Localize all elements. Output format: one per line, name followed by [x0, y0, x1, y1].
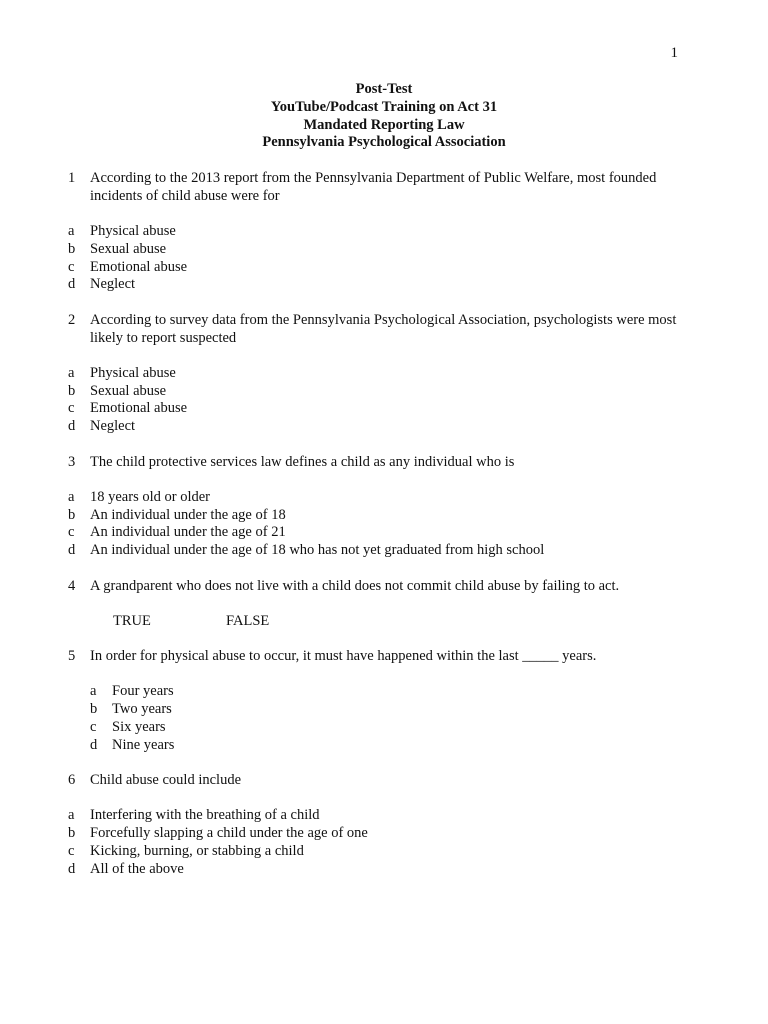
- option-letter: c: [90, 719, 97, 736]
- option-item: [68, 737, 678, 755]
- option-item: [68, 276, 678, 294]
- question-text: According to survey data from the Pennsylvania Psychological Association, psychologists were most likely to report suspected: [90, 311, 677, 346]
- option-item: [68, 683, 678, 701]
- option-letter: b: [68, 382, 76, 399]
- true-false-choices: [68, 613, 678, 631]
- option-text: Sexual abuse: [90, 240, 167, 257]
- option-text: 18 years old or older: [90, 488, 210, 505]
- option-item: [68, 719, 678, 737]
- option-letter: d: [68, 276, 76, 293]
- option-text: Forcefully slapping a child under the age of one: [90, 825, 368, 842]
- option-text: Nine years: [112, 736, 175, 753]
- option-list: [68, 683, 678, 754]
- page-number: 1: [670, 45, 678, 61]
- option-list: [68, 365, 678, 436]
- question-number: 6: [68, 772, 76, 789]
- option-letter: c: [68, 400, 75, 417]
- option-list: [68, 807, 678, 878]
- question-number: 1: [68, 170, 76, 186]
- question-6: [68, 772, 678, 878]
- option-item: [68, 542, 678, 560]
- option-letter: a: [68, 488, 75, 505]
- question-4: [68, 578, 678, 631]
- question-5: [68, 648, 678, 754]
- option-text: Sexual abuse: [90, 382, 167, 399]
- option-list: [68, 223, 678, 294]
- option-text: Physical abuse: [90, 364, 176, 381]
- option-letter: b: [68, 506, 76, 523]
- question-text: According to the 2013 report from the Pennsylvania Department of Public Welfare, most founded incidents of child abuse were for: [90, 170, 657, 204]
- option-text: An individual under the age of 21: [90, 524, 286, 541]
- option-letter: a: [68, 364, 75, 381]
- header-title: Post-Test: [355, 81, 413, 97]
- header-law: Mandated Reporting Law: [303, 116, 465, 133]
- option-letter: b: [90, 701, 98, 718]
- option-text: Neglect: [90, 276, 136, 293]
- question-2: [68, 312, 678, 436]
- option-item: [68, 701, 678, 719]
- option-text: Physical abuse: [90, 223, 176, 240]
- option-item: [68, 807, 678, 825]
- question-number: 4: [68, 577, 76, 594]
- option-list: [68, 489, 678, 560]
- question-3: [68, 454, 678, 560]
- option-letter: d: [68, 542, 76, 559]
- document-header: [0, 81, 768, 152]
- option-letter: a: [68, 807, 75, 824]
- option-item: [68, 259, 678, 277]
- option-item: [68, 400, 678, 418]
- option-text: Neglect: [90, 418, 136, 435]
- true-choice: TRUE: [113, 612, 151, 629]
- option-item: [68, 524, 678, 542]
- option-text: All of the above: [90, 860, 184, 877]
- option-item: [68, 365, 678, 383]
- option-letter: a: [90, 683, 97, 700]
- question-number: 2: [68, 311, 76, 328]
- option-text: Interfering with the breathing of a child: [90, 807, 320, 824]
- option-text: Emotional abuse: [90, 258, 188, 275]
- option-letter: b: [68, 240, 76, 257]
- option-letter: c: [68, 258, 75, 275]
- option-letter: d: [68, 860, 76, 877]
- question-number: 3: [68, 453, 76, 470]
- option-item: [68, 507, 678, 525]
- question-text: Child abuse could include: [90, 772, 242, 789]
- option-text: Two years: [112, 701, 172, 718]
- question-text: A grandparent who does not live with a child does not commit child abuse by failing to act.: [90, 577, 620, 594]
- question-list: [68, 170, 678, 896]
- false-choice: FALSE: [226, 612, 270, 629]
- option-letter: a: [68, 223, 75, 240]
- option-item: [68, 241, 678, 259]
- option-item: [68, 383, 678, 401]
- option-letter: d: [90, 736, 98, 753]
- option-letter: c: [68, 843, 75, 860]
- option-item: [68, 223, 678, 241]
- option-text: An individual under the age of 18 who has not yet graduated from high school: [90, 542, 545, 559]
- option-text: Kicking, burning, or stabbing a child: [90, 843, 304, 860]
- option-letter: d: [68, 418, 76, 435]
- question-1: [68, 170, 678, 294]
- header-training: YouTube/Podcast Training on Act 31: [270, 98, 498, 115]
- option-item: [68, 843, 678, 861]
- option-item: [68, 861, 678, 879]
- question-number: 5: [68, 648, 76, 665]
- option-text: An individual under the age of 18: [90, 506, 286, 523]
- option-text: Six years: [112, 719, 166, 736]
- question-text: The child protective services law defines a child as any individual who is: [90, 453, 515, 470]
- option-letter: c: [68, 524, 75, 541]
- header-organization: Pennsylvania Psychological Association: [262, 134, 506, 151]
- option-item: [68, 825, 678, 843]
- option-item: [68, 418, 678, 436]
- option-letter: b: [68, 825, 76, 842]
- option-item: [68, 489, 678, 507]
- option-text: Four years: [112, 683, 174, 700]
- option-text: Emotional abuse: [90, 400, 188, 417]
- question-text: In order for physical abuse to occur, it must have happened within the last _____ years.: [90, 648, 597, 665]
